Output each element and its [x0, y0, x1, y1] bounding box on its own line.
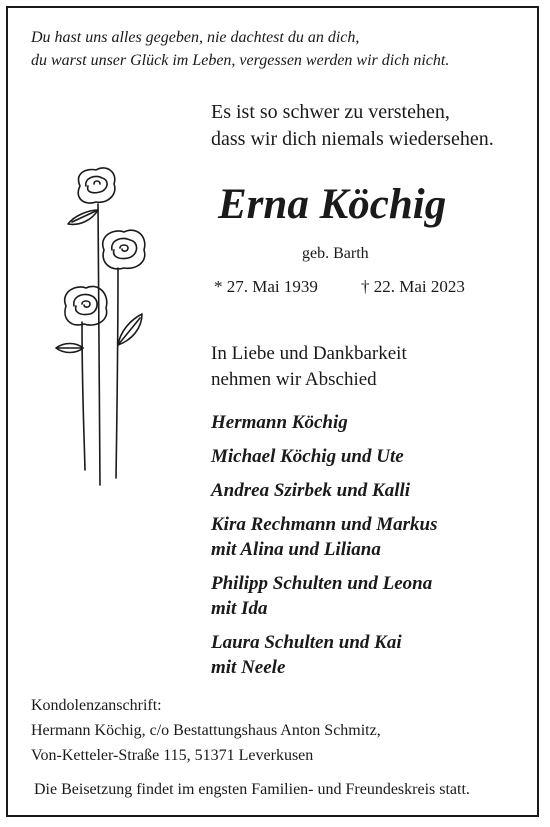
mourner-entry [211, 444, 438, 469]
mourner-entry [211, 630, 438, 680]
mourner-line: Philipp Schulten und Leona [211, 573, 433, 594]
mourner-line: Hermann Köchig [211, 412, 348, 433]
condolence-line-1: Hermann Köchig, c/o Bestattungshaus Anton Schmitz, [31, 722, 381, 739]
mourner-line-2: mit Ida [211, 598, 268, 619]
mourner-entry [211, 571, 438, 621]
farewell-line-1: In Liebe und Dankbarkeit [211, 343, 407, 364]
intro-line-1: Du hast uns alles gegeben, nie dachtest du an dich, [31, 29, 360, 46]
intro-poem [31, 26, 449, 72]
mourner-line: Laura Schulten und Kai [211, 632, 402, 653]
deceased-name: Erna Köchig [218, 181, 447, 228]
farewell-text [211, 341, 407, 393]
mourner-entry [211, 512, 438, 562]
mourners-list [211, 410, 438, 689]
birth-name: geb. Barth [302, 245, 369, 262]
mourner-line: Kira Rechmann und Markus [211, 514, 438, 535]
mourner-entry [211, 478, 438, 503]
intro-line-2: du warst unser Glück im Leben, vergessen werden wir dich nicht. [31, 52, 450, 69]
condolence-line-2: Von-Ketteler-Straße 115, 51371 Leverkusen [31, 747, 314, 764]
mourner-line: Michael Köchig und Ute [211, 446, 404, 467]
farewell-line-2: nehmen wir Abschied [211, 369, 377, 390]
verse-line-1: Es ist so schwer zu verstehen, [211, 101, 450, 123]
birth-date: * 27. Mai 1939 [214, 277, 318, 296]
death-date: † 22. Mai 2023 [361, 277, 465, 296]
mourner-line-2: mit Alina und Liliana [211, 539, 381, 560]
funeral-note: Die Beisetzung findet im engsten Familien- und Freundeskreis statt. [34, 781, 470, 798]
verse [211, 99, 494, 153]
condolence-address [31, 693, 381, 768]
roses-icon [52, 160, 162, 490]
condolence-label: Kondolenzanschrift: [31, 697, 162, 714]
verse-line-2: dass wir dich niemals wiedersehen. [211, 128, 494, 150]
mourner-line: Andrea Szirbek und Kalli [211, 480, 411, 501]
mourner-line-2: mit Neele [211, 657, 286, 678]
mourner-entry [211, 410, 438, 435]
